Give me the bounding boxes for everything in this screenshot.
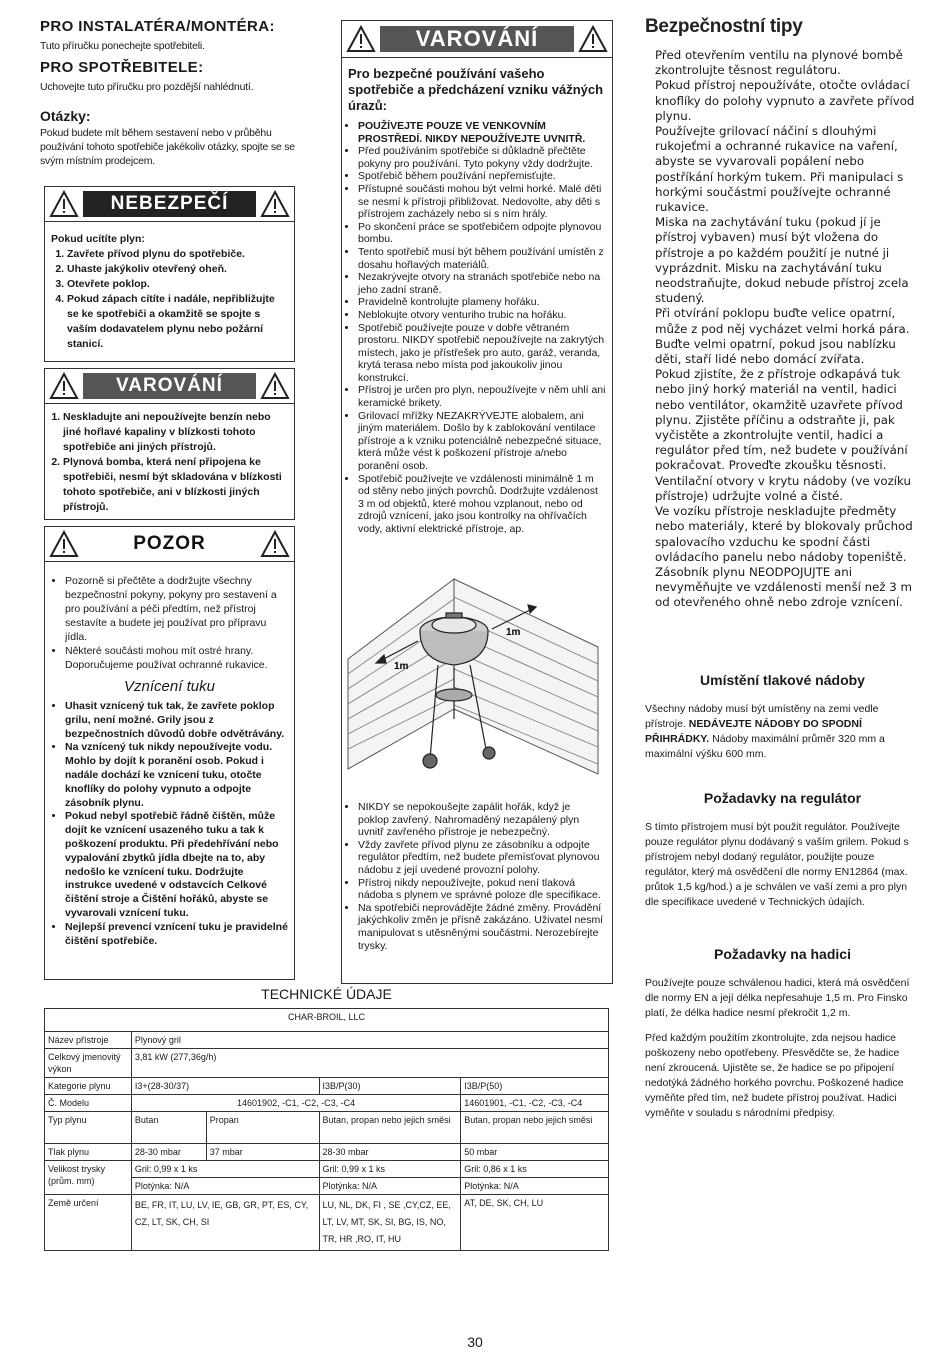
caution-box: [44, 526, 295, 980]
hose-title: Požadavky na hadici: [714, 946, 851, 962]
main-warning-item: • Na spotřebiči neprovádějte žádné změny. Provádění jakýchkoliv změn je přísně zakázáno. Uživatel nesmí manipulovat s utěsněnými součástmi. Nerozebírejte trysky.: [358, 902, 604, 952]
tip: Buďte velmi opatrní, pokud jsou nablízku děti, staří lidé nebo domácí zvířata.: [655, 336, 896, 367]
table-cell: Kategorie plynu: [45, 1078, 132, 1095]
table-cell: Butan, propan nebo jejich směsi: [319, 1112, 461, 1144]
main-warning-heading: Pro bezpečné používání vašeho spotřebiče a předcházení vzniku vážných úrazů:: [348, 66, 604, 113]
main-warning-item: • Přístupné součásti mohou být velmi horké. Malé děti se nesmí k přístroji přibližovat. Nedovolte, aby děti s přístrojem zacházely nebo si s ním hrály.: [358, 183, 606, 221]
left-column: [40, 18, 310, 168]
table-cell: 28-30 mbar: [319, 1144, 461, 1161]
table-cell: Velikost trysky (prům. mm): [45, 1161, 132, 1195]
main-warning-item: • Nezakrývejte otvory na stranách spotřebiče nebo na jeho zadní straně.: [358, 271, 606, 296]
table-row: [45, 1144, 609, 1161]
installer-text: Tuto příručku ponechejte spotřebiteli.: [40, 40, 205, 52]
danger-item: 1. Zavřete přívod plynu do spotřebiče.: [67, 247, 288, 262]
flare-item: • Pokud nebyl spotřebič řádně čištěn, může dojít ke vznícení usazeného tuku a tak k poškození produktu. Při předehřívání nebo vypalování zbytků jídla dbejte na to, aby nedošlo ke vznícení tuku. Dodržujte instrukce uvedené v odstavcích Celkové čištění stroje a Čištění hořáků, abyste se vyvarovali vznícení tuku.: [65, 810, 288, 920]
main-warning-item: • Pravidelně kontrolujte plameny hořáku.: [358, 296, 606, 309]
flare-item: • Na vznícený tuk nikdy nepoužívejte vodu. Mohlo by dojít k poranění osob. Pokud i nadále dochází ke vznícení tuku, otočte knoflíky do polohy vypnuto a odpojte zásobník plynu.: [65, 741, 288, 810]
caution-item: • Pozorně si přečtěte a dodržujte všechny bezpečnostní pokyny, pokyny pro sestavení a pro používání a péči předtím, než přístroj sestavíte a budete jej používat pro přípravu jídla.: [65, 574, 288, 644]
warning-label: VAROVÁNÍ: [83, 373, 256, 399]
danger-intro: Pokud ucítíte plyn:: [51, 233, 145, 245]
hose-text-1: Používejte pouze schválenou hadici, která má osvědčení dle normy EN a její délka nepřesahuje 1,5 m. Pro Finsko platí, že délka hadice nesmí překročit 1,2 m.: [645, 977, 910, 1019]
tip: Pokud přístroj nepoužíváte, otočte ovládací knoflíky do polohy vypnuto a zavřete přívod plynu.: [655, 78, 915, 123]
warning-triangle-icon: [578, 25, 608, 53]
main-warning-item: • Neblokujte otvory venturiho trubic na hořáku.: [358, 309, 606, 322]
specs-section: [44, 986, 609, 1251]
questions-text: Pokud budete mít během sestavení nebo v průběhu používání tohoto spotřebiče jakékoliv otázky, spojte se se svým místním prodejcem.: [40, 127, 295, 167]
tip: Před otevřením ventilu na plynové bombě zkontrolujte těsnost regulátoru.: [655, 48, 903, 78]
table-cell: 3,81 kW (277,36g/h): [131, 1049, 608, 1078]
table-row: [45, 1032, 609, 1049]
warning-triangle-icon: [49, 530, 79, 558]
table-cell: Název přístroje: [45, 1032, 132, 1049]
danger-box: [44, 186, 295, 362]
table-cell: Butan: [131, 1112, 206, 1144]
table-cell: LU, NL, DK, FI , SE ,CY,CZ, EE, LT, LV, MT, SK, SI, BG, IS, NO, TR, HR ,RO, IT, HU: [319, 1195, 461, 1251]
table-cell: Gril: 0,99 x 1 ks: [319, 1161, 461, 1178]
table-cell: 14601901, -C1, -C2, -C3, -C4: [461, 1095, 609, 1112]
main-warning-item: • Grilovací mřížky NEZAKRÝVEJTE alobalem, ani jiným materiálem. Došlo by k zablokování ventilace přístroje a k vzniku potenciálně nebezpečné situace, která může vést k poškození přístroje a/nebo poranění osob.: [358, 410, 606, 473]
table-row: [45, 1112, 609, 1144]
specs-title: TECHNICKÉ ÚDAJE: [261, 986, 392, 1002]
main-warning-item: • Spotřebič používejte pouze v dobře větraném prostoru. NIKDY spotřebič nepoužívejte na zakrytých místech, jako je přístřešek pro auto, garáž, veranda, krytá terasa nebo místa pod jakoukoliv jinou konstrukcí.: [358, 322, 606, 385]
clearance-diagram: [346, 569, 608, 791]
main-warning-item: • Po skončení práce se spotřebičem odpojte plynovou bombu.: [358, 221, 606, 246]
main-warning-item: • Spotřebič používejte ve vzdálenosti minimálně 1 m od stěny nebo jiných povrchů. Dodržujte vzdálenost 3 m od objektů, které mohou vzplanout, nebo od zdrojů vznícení, jako jsou kontrolky na ohřívačích vody, aktivní elektrické přístroje, ap.: [358, 473, 606, 536]
tip: Ve vozíku přístroje neskladujte předměty nebo materiály, které by blokovaly průchod spalovacího vzduchu ke spodní části ovládacího panelu nebo nádoby topeniště.: [655, 504, 913, 564]
flare-title: Vznícení tuku: [124, 678, 215, 695]
installer-title: PRO INSTALATÉRA/MONTÉRA:: [40, 18, 275, 35]
table-cell: Propan: [206, 1112, 319, 1144]
main-warning-item: • Spotřebič během používání nepřemisťujte.: [358, 170, 606, 183]
main-warning-item: • Přístroj nikdy nepoužívejte, pokud není tlaková nádoba s plynem ve správné poloze dle specifikace.: [358, 877, 604, 902]
warning-triangle-icon: [260, 190, 290, 218]
main-warning-item: • Přístroj je určen pro plyn, nepoužívejte v něm uhlí ani keramické brikety.: [358, 384, 606, 409]
consumer-text: Uchovejte tuto příručku pro pozdější nahlédnutí.: [40, 81, 254, 93]
clearance-label-right: 1m: [506, 627, 521, 638]
table-row: [45, 1078, 609, 1095]
tip: Miska na zachytávání tuku (pokud jí je přístroj vybaven) musí být vložena do přístroje a po každém použití je nutné ji vyprázdnit. Misku na zachytávání tuku neodstraňujte, dokud nebude přístroj zcela studený.: [655, 215, 909, 306]
table-row: [45, 1161, 609, 1178]
warning-box-main: [341, 20, 613, 984]
right-column: [645, 16, 920, 611]
danger-item: 3. Otevřete poklop.: [67, 277, 288, 292]
table-row: [45, 1195, 609, 1251]
main-warning-item: • Tento spotřebič musí být během používání umístěn z dosahu hořlavých materiálů.: [358, 246, 606, 271]
tank-title: Umístění tlakové nádoby: [700, 672, 865, 688]
hose-text-2: Před každým použitím zkontrolujte, zda nejsou hadice poškozeny nebo opotřebeny. Přesvědčte se, že hadice není zkroucená. Ujistěte se, že hadice se po připojení nedotýká žádného horkého povrchu. Poškozené hadice vyměňte před tím, než budete přístroj používat. Hadici vyměňte v souladu s národními předpisy.: [645, 1032, 904, 1119]
main-warning-label: VAROVÁNÍ: [380, 26, 574, 52]
table-cell: Plotýnka: N/A: [131, 1178, 319, 1195]
table-cell: I3B/P(50): [461, 1078, 609, 1095]
tank-text: Všechny nádoby musí být umístěny na zemi vedle přístroje.: [645, 703, 879, 730]
consumer-title: PRO SPOTŘEBITELE:: [40, 59, 204, 76]
warning-item: 1. Neskladujte ani nepoužívejte benzín nebo jiné hořlavé kapaliny v blízkosti tohoto spotřebiče ani jiných přístrojů.: [63, 410, 290, 455]
main-warning-item: • Vždy zavřete přívod plynu ze zásobníku a odpojte regulátor předtím, než budete přemísťovat plynovou nádobu z její uvedené provozní polohy.: [358, 839, 604, 877]
warning-item: 2. Plynová bomba, která není připojena ke spotřebiči, nesmí být skladována v blízkosti tohoto spotřebiče, ani v blízkosti jiných přístrojů.: [63, 455, 290, 515]
caution-label: POZOR: [133, 533, 206, 554]
tip: Při otvírání poklopu buďte velice opatrní, může z pod něj vycházet velmi horká pára.: [655, 306, 910, 336]
warning-triangle-icon: [49, 190, 79, 218]
tank-text-bold: NEDÁVEJTE NÁDOBY DO SPODNÍ PŘIHRÁDKY.: [645, 718, 862, 745]
questions-title: Otázky:: [40, 108, 91, 124]
table-row: [45, 1049, 609, 1078]
tip: Používejte grilovací náčiní s dlouhými rukojeťmi a ochranné rukavice na vaření, abyste se vyvarovali popálení nebo postříkání horkým tukem. Při manipulaci s horkými součástmi používejte ochranné rukavice.: [655, 124, 904, 215]
warning-triangle-icon: [260, 372, 290, 400]
danger-item: 4. Pokud zápach cítíte i nadále, nepřibližujte se ke spotřebiči a okamžitě se spojte s vaším dodavatelem plynu nebo požární stanicí.: [67, 292, 288, 352]
table-cell: Č. Modelu: [45, 1095, 132, 1112]
table-cell: BE, FR, IT, LU, LV, IE, GB, GR, PT, ES, CY, CZ, LT, SK, CH, SI: [131, 1195, 319, 1251]
main-warning-item: • Před používáním spotřebiče si důkladně přečtěte pokyny pro používání. Tyto pokyny vždy dodržujte.: [358, 145, 606, 170]
tips-title: Bezpečnostní tipy: [645, 16, 803, 37]
flare-item: • Uhasit vznícený tuk tak, že zavřete poklop grilu, není možné. Grily jsou z bezpečnostních důvodů dobře odvětrávány.: [65, 700, 288, 741]
table-row: [45, 1095, 609, 1112]
tip: Ventilační otvory v krytu nádoby (ve vozíku přístroje) udržujte volné a čisté.: [655, 473, 911, 503]
table-cell: 37 mbar: [206, 1144, 319, 1161]
specs-table: [44, 1008, 609, 1251]
table-cell: I3+(28-30/37): [131, 1078, 319, 1095]
tip: Pokud zjistíte, že z přístroje odkapává tuk nebo jiný horký materiál na ventil, hadici nebo ventilátor, okamžitě uzavřete přívod plynu. Zjistěte příčinu a odstraňte ji, pak vyčistěte a zkontrolujte ventil, hadici a regulátor před tím, než budete v používání pokračovat. Proveďte zkoušku těsnosti.: [655, 367, 908, 473]
flare-item: • Nejlepší prevencí vznícení tuku je pravidelné čištění spotřebiče.: [65, 921, 288, 949]
warning-triangle-icon: [346, 25, 376, 53]
caution-item: • Některé součásti mohou mít ostré hrany. Doporučujeme používat ochranné rukavice.: [65, 644, 288, 672]
tip: Zásobník plynu NEODPOJUJTE ani nevyměňujte ve vzdálenosti menší než 3 m od otevřeného ohně nebo zdroje vznícení.: [655, 564, 913, 610]
page-number: 30: [467, 1334, 483, 1350]
regulator-title: Požadavky na regulátor: [703, 790, 862, 806]
table-cell: Gril: 0,86 x 1 ks: [461, 1161, 609, 1178]
clearance-label-left: 1m: [394, 661, 409, 672]
specs-brand: CHAR-BROIL, LLC: [45, 1009, 609, 1032]
table-cell: Plotýnka: N/A: [461, 1178, 609, 1195]
table-cell: 28-30 mbar: [131, 1144, 206, 1161]
caution-header: [45, 527, 294, 562]
table-cell: Gril: 0,99 x 1 ks: [131, 1161, 319, 1178]
table-cell: Plotýnka: N/A: [319, 1178, 461, 1195]
table-cell: 50 mbar: [461, 1144, 609, 1161]
regulator-text: S tímto přístrojem musí být použit regulátor. Používejte pouze regulátor plynu dodávaný s vaším grilem. Pokud s přístrojem nebyl dodaný regulátor, použijte pouze regulátor, který má osvědčení dle normy EN12864 (max. průtok 1,5 kg/hod.) a je schválen ve vaší zemi a pro plyn dle specifikace uvedené v Technických údajích.: [645, 821, 909, 908]
table-cell: Typ plynu: [45, 1112, 132, 1144]
warning-triangle-icon: [260, 530, 290, 558]
tank-text: Nádoby maximální průměr 320 mm a maximální výšku 600 mm.: [645, 733, 885, 760]
table-cell: Země určení: [45, 1195, 132, 1251]
main-warning-header: [342, 21, 612, 58]
table-cell: 14601902, -C1, -C2, -C3, -C4: [131, 1095, 460, 1112]
danger-header: [45, 187, 294, 222]
table-cell: I3B/P(30): [319, 1078, 461, 1095]
table-cell: Butan, propan nebo jejich směsi: [461, 1112, 609, 1144]
table-cell: Celkový jmenovitý výkon: [45, 1049, 132, 1078]
main-warning-item: • NIKDY se nepokoušejte zapálit hořák, když je poklop zavřený. Nahromaděný nezapálený plyn uvnitř zavřeného přístroje je nebezpečný.: [358, 801, 604, 839]
danger-label: NEBEZPEČÍ: [83, 191, 256, 217]
table-cell: Plynový gril: [131, 1032, 608, 1049]
danger-item: 2. Uhaste jakýkoliv otevřený oheň.: [67, 262, 288, 277]
warning-box-left: [44, 368, 295, 520]
table-cell: AT, DE, SK, CH, LU: [461, 1195, 609, 1251]
warning-header: [45, 369, 294, 404]
main-warning-item: • POUŽÍVEJTE POUZE VE VENKOVNÍM PROSTŘEDÍ. NIKDY NEPOUŽÍVEJTE UVNITŘ.: [358, 120, 606, 145]
table-cell: Tlak plynu: [45, 1144, 132, 1161]
warning-triangle-icon: [49, 372, 79, 400]
